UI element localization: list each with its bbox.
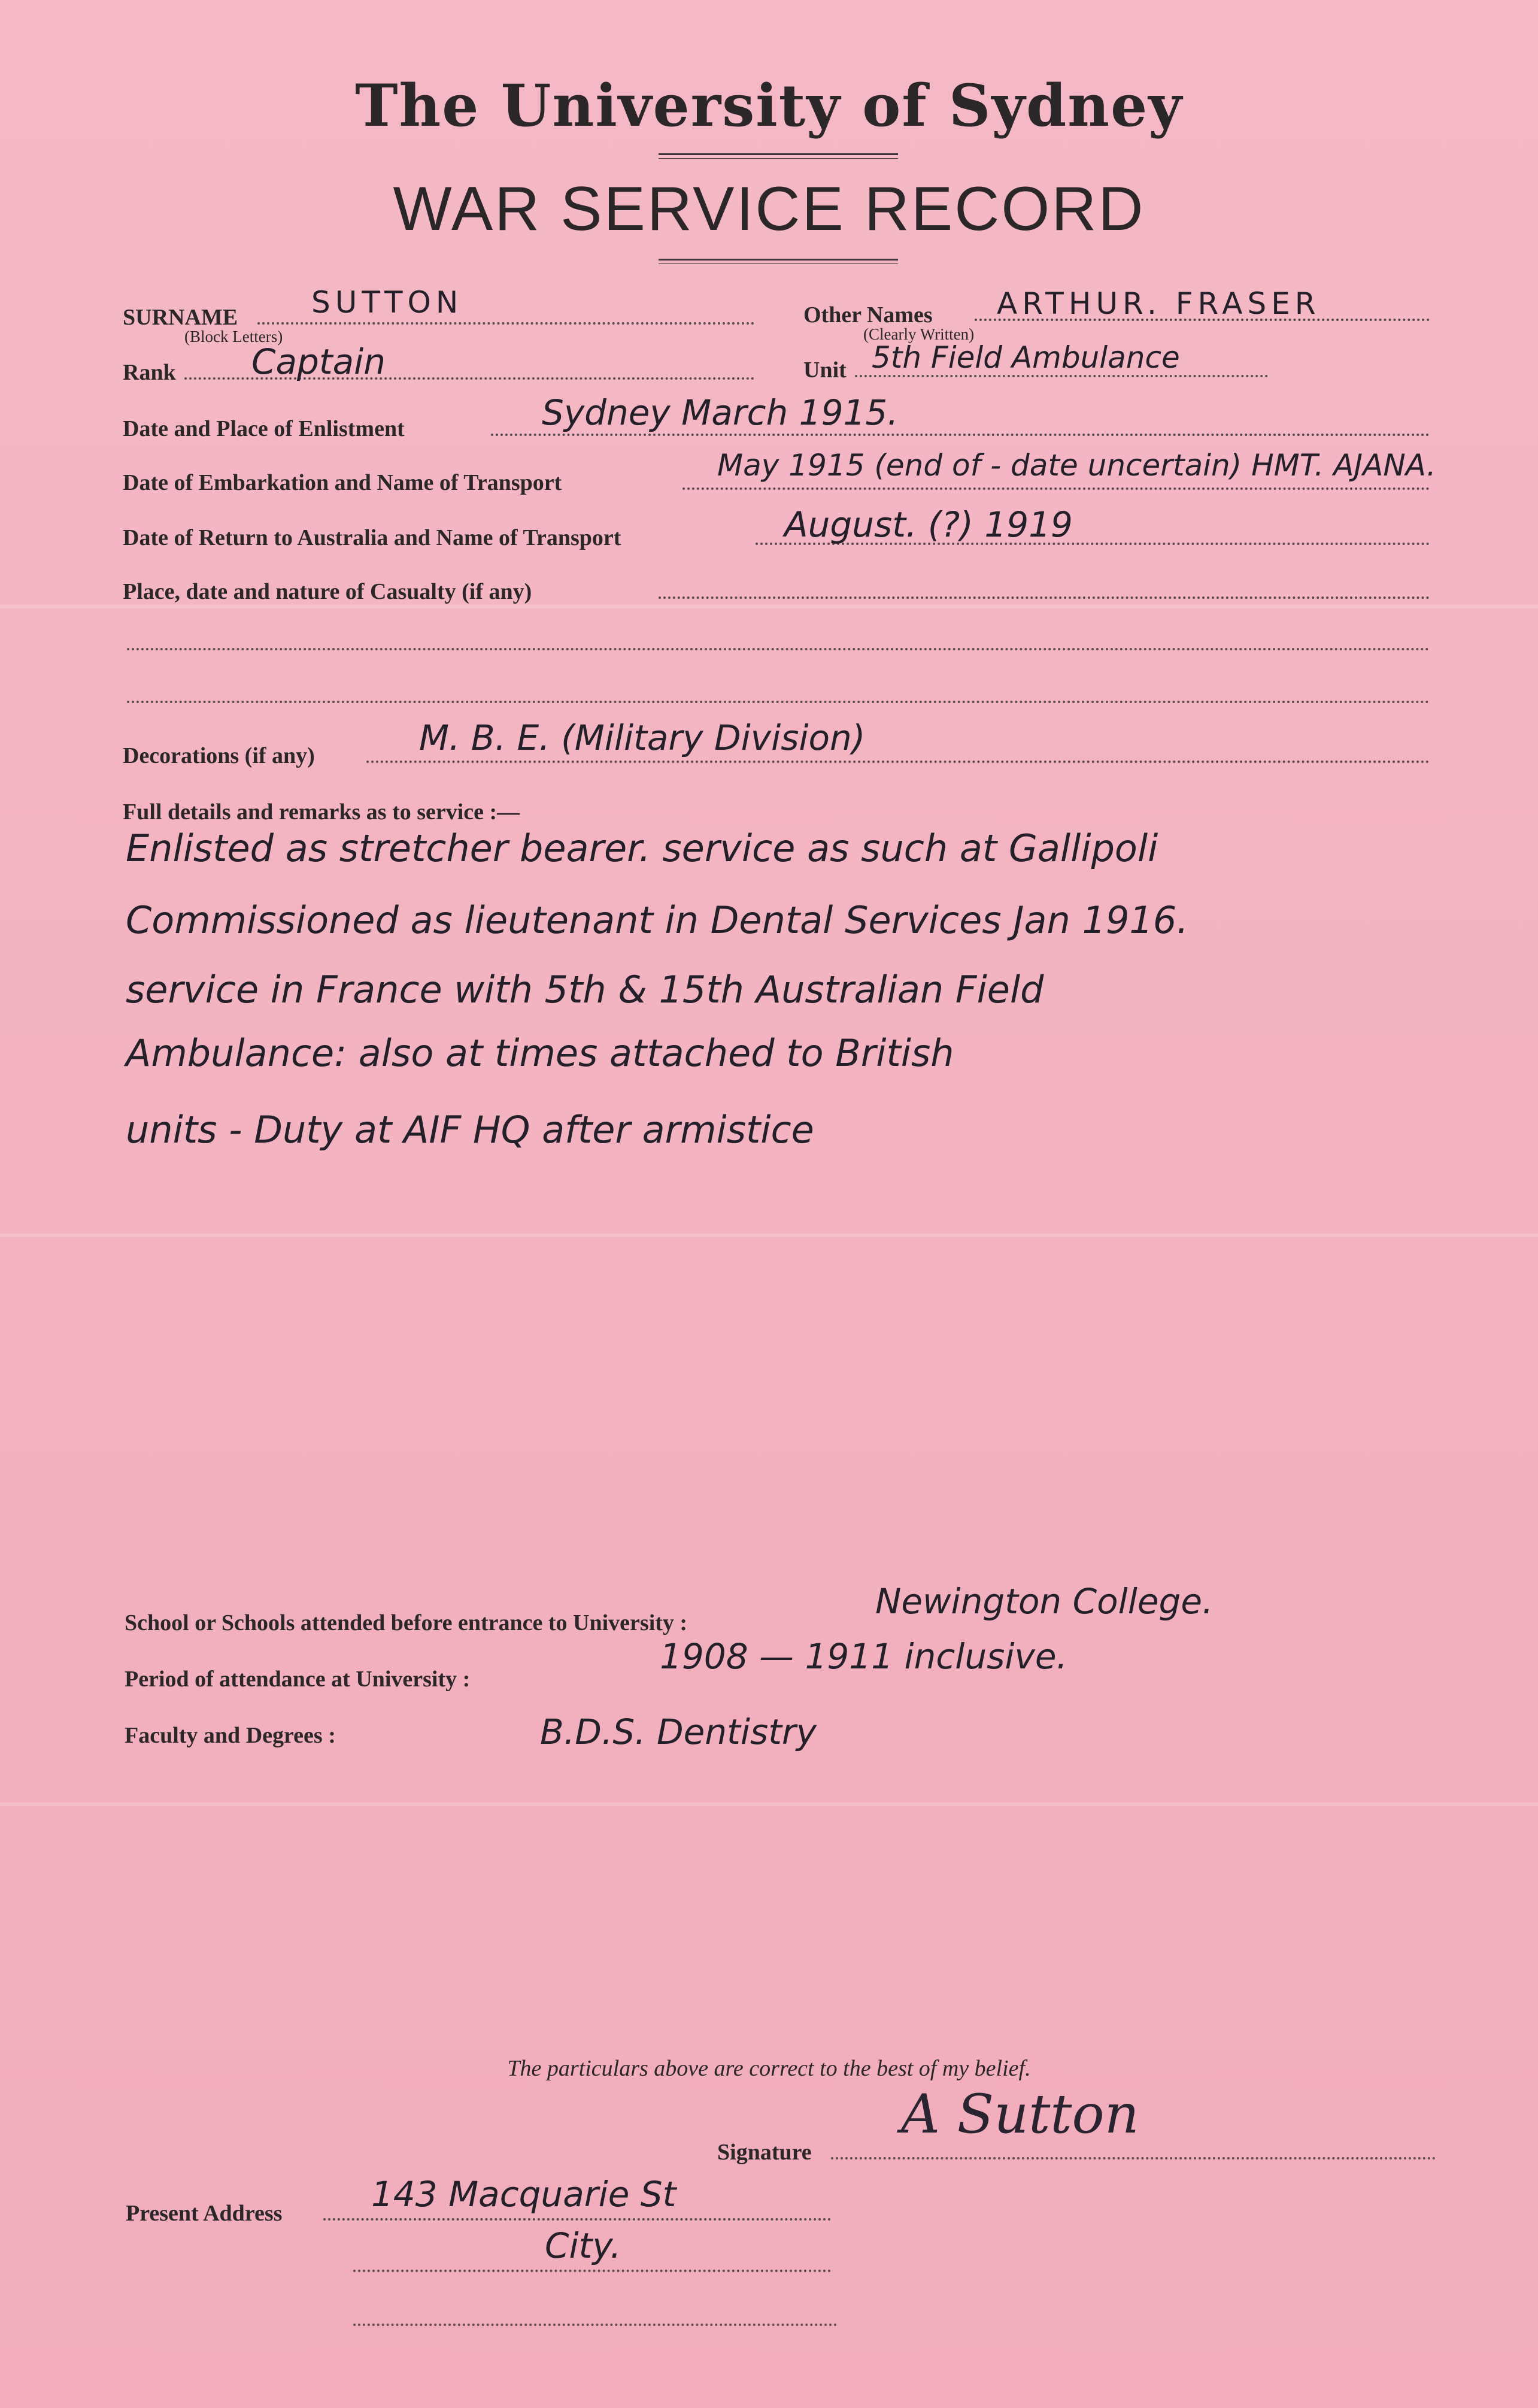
return-label: Date of Return to Australia and Name of Transport	[123, 525, 621, 550]
paper-fold	[0, 1234, 1538, 1237]
remarks-label: Full details and remarks as to service :—	[123, 799, 520, 825]
decorations-line	[366, 761, 1430, 763]
signature: A Sutton	[901, 2083, 1139, 2146]
surname-value: SUTTON	[311, 285, 463, 320]
unit-value: 5th Field Ambulance	[872, 340, 1180, 375]
faculty-value: B.D.S. Dentistry	[540, 1712, 817, 1752]
address-value: City.	[545, 2225, 621, 2266]
return-value: August. (?) 1919	[784, 504, 1073, 545]
declaration-text: The particulars above are correct to the best of my belief.	[507, 2056, 1031, 2081]
embarkation-line	[682, 487, 1430, 490]
paper-fold	[0, 605, 1538, 608]
schools-label: School or Schools attended before entrance to University :	[125, 1610, 688, 1635]
address-line-3	[353, 2324, 837, 2326]
title-rule	[659, 263, 898, 264]
schools-value: Newington College.	[875, 1581, 1214, 1622]
other-names-hint: (Clearly Written)	[863, 325, 975, 343]
embarkation-value: May 1915 (end of - date uncertain) HMT. AJANA.	[717, 448, 1436, 483]
form-title: WAR SERVICE RECORD	[393, 174, 1145, 244]
signature-label: Signature	[717, 2140, 812, 2165]
casualty-line	[659, 596, 1430, 599]
title-rule	[659, 153, 898, 155]
remarks-line: Commissioned as lieutenant in Dental Services Jan 1916.	[126, 898, 1189, 942]
remarks-line: Enlisted as stretcher bearer. service as such at Gallipoli	[126, 826, 1158, 870]
paper-fold	[0, 1803, 1538, 1806]
attendance-value: 1908 — 1911 inclusive.	[660, 1636, 1067, 1677]
signature-line	[831, 2157, 1436, 2159]
embarkation-label: Date of Embarkation and Name of Transport	[123, 470, 562, 495]
enlistment-label: Date and Place of Enlistment	[123, 416, 405, 441]
rank-value: Captain	[251, 341, 386, 382]
other-names-value: ARTHUR. FRASER	[997, 286, 1321, 321]
remarks-line: Ambulance: also at times attached to British	[126, 1031, 954, 1075]
casualty-label: Place, date and nature of Casualty (if any)	[123, 579, 532, 604]
institution-title: The University of Sydney	[355, 72, 1183, 140]
unit-line	[855, 375, 1268, 377]
enlistment-line	[491, 434, 1430, 436]
decorations-label: Decorations (if any)	[123, 743, 315, 768]
unit-label: Unit	[803, 358, 847, 383]
decorations-value: M. B. E. (Military Division)	[419, 717, 866, 758]
address-line-2	[353, 2270, 831, 2272]
surname-label: SURNAME	[123, 305, 238, 330]
remarks-line: service in France with 5th & 15th Australian Field	[126, 968, 1044, 1011]
rank-label: Rank	[123, 360, 176, 385]
remarks-line: units - Duty at AIF HQ after armistice	[126, 1108, 814, 1152]
other-names-label: Other Names	[803, 302, 933, 328]
casualty-line-3	[127, 701, 1430, 703]
title-rule	[659, 259, 898, 261]
address-line	[323, 2218, 831, 2221]
address-label: Present Address	[126, 2201, 283, 2226]
address-value: 143 Macquarie St	[371, 2174, 677, 2215]
title-rule	[659, 158, 898, 159]
surname-line	[257, 322, 754, 325]
casualty-line-2	[127, 648, 1430, 650]
surname-hint: (Block Letters)	[184, 328, 283, 346]
enlistment-value: Sydney March 1915.	[542, 392, 899, 433]
attendance-label: Period of attendance at University :	[125, 1667, 471, 1692]
faculty-label: Faculty and Degrees :	[125, 1723, 336, 1748]
